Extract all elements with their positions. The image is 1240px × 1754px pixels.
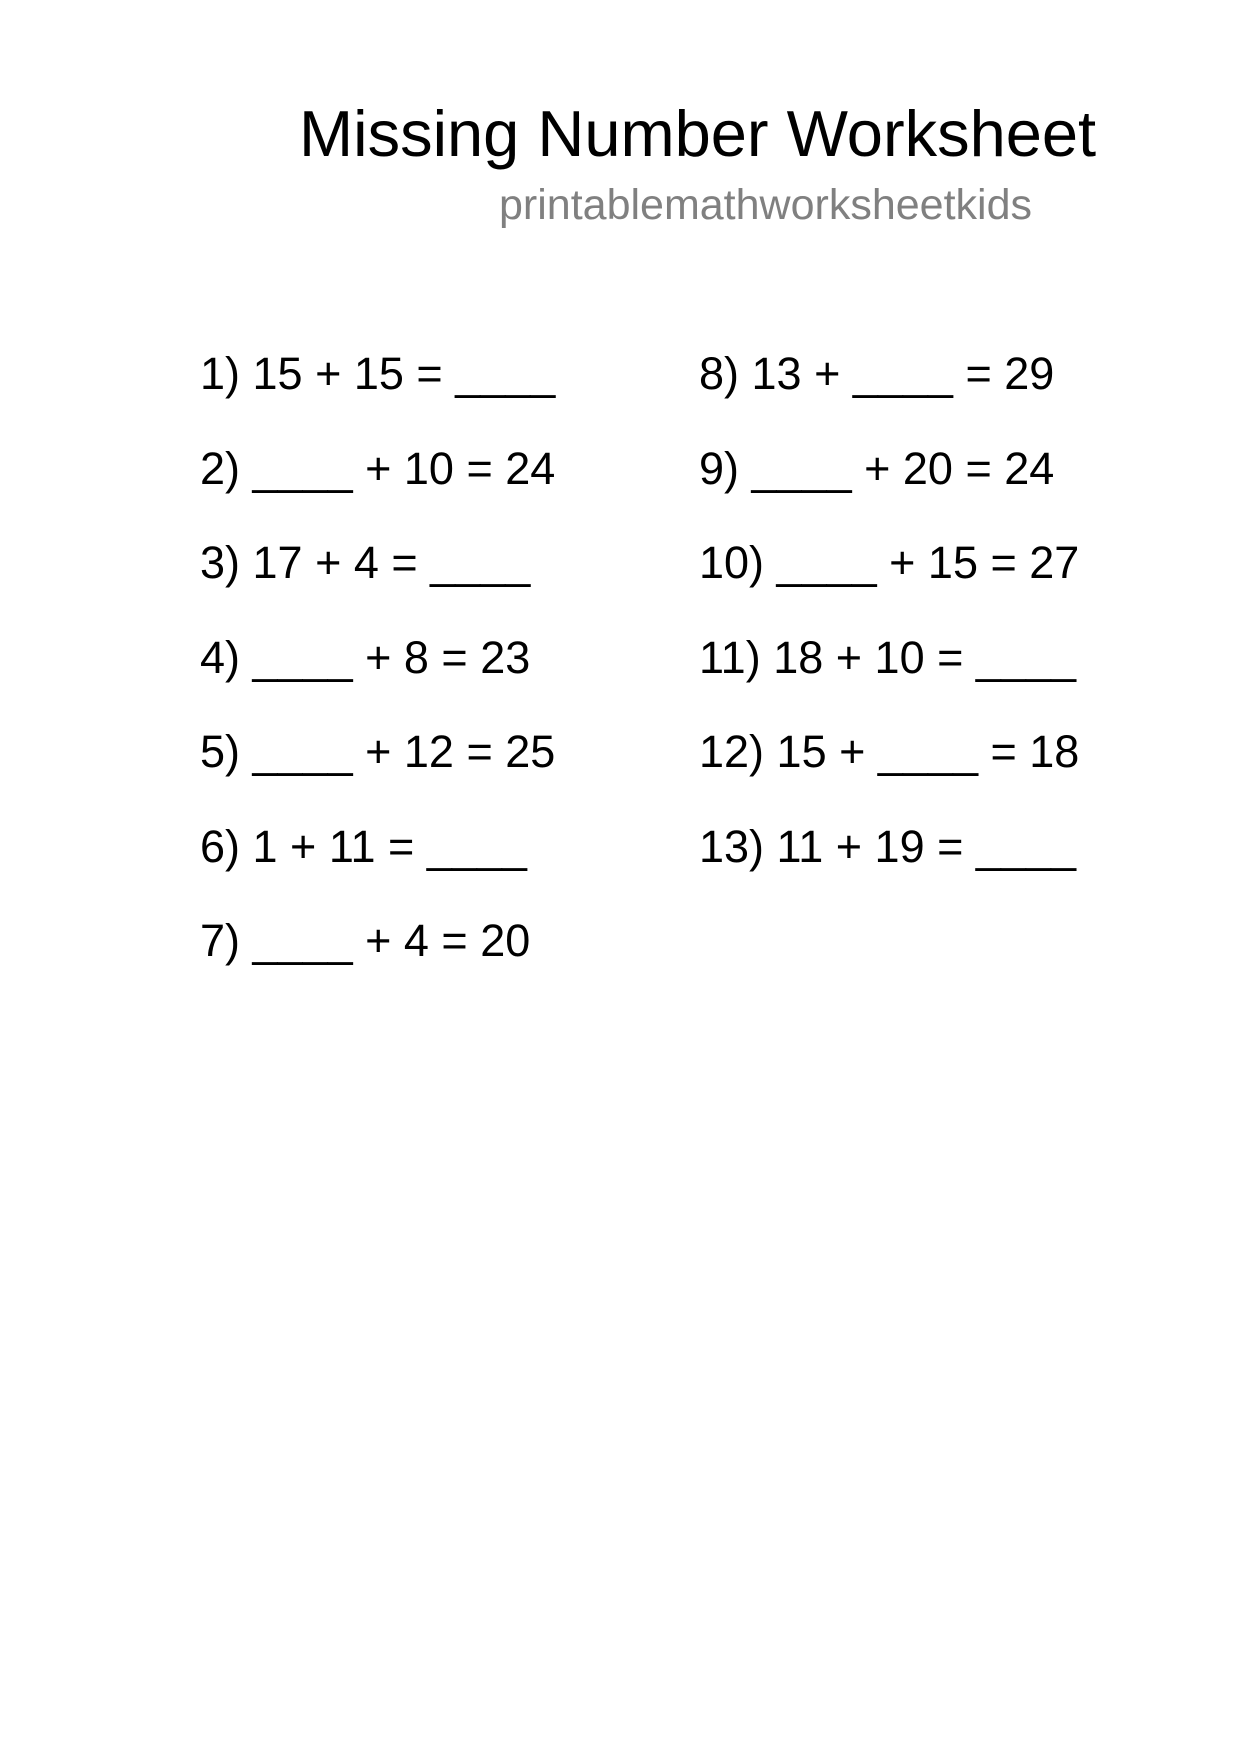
problem-12: 12) 15 + ____ = 18 [699, 726, 1080, 777]
worksheet-subtitle: printablemathworksheetkids [499, 181, 1032, 229]
problem-11: 11) 18 + 10 = ____ [699, 632, 1076, 683]
problem-6: 6) 1 + 11 = ____ [200, 821, 527, 872]
problem-3: 3) 17 + 4 = ____ [200, 537, 531, 588]
problem-13: 13) 11 + 19 = ____ [699, 821, 1076, 872]
problem-5: 5) ____ + 12 = 25 [200, 726, 556, 777]
problem-1: 1) 15 + 15 = ____ [200, 348, 556, 399]
problem-9: 9) ____ + 20 = 24 [699, 443, 1055, 494]
worksheet-title: Missing Number Worksheet [299, 97, 1097, 170]
problem-7: 7) ____ + 4 = 20 [200, 915, 531, 966]
problem-8: 8) 13 + ____ = 29 [699, 348, 1055, 399]
problem-10: 10) ____ + 15 = 27 [699, 537, 1080, 588]
problem-2: 2) ____ + 10 = 24 [200, 443, 556, 494]
problem-4: 4) ____ + 8 = 23 [200, 632, 531, 683]
